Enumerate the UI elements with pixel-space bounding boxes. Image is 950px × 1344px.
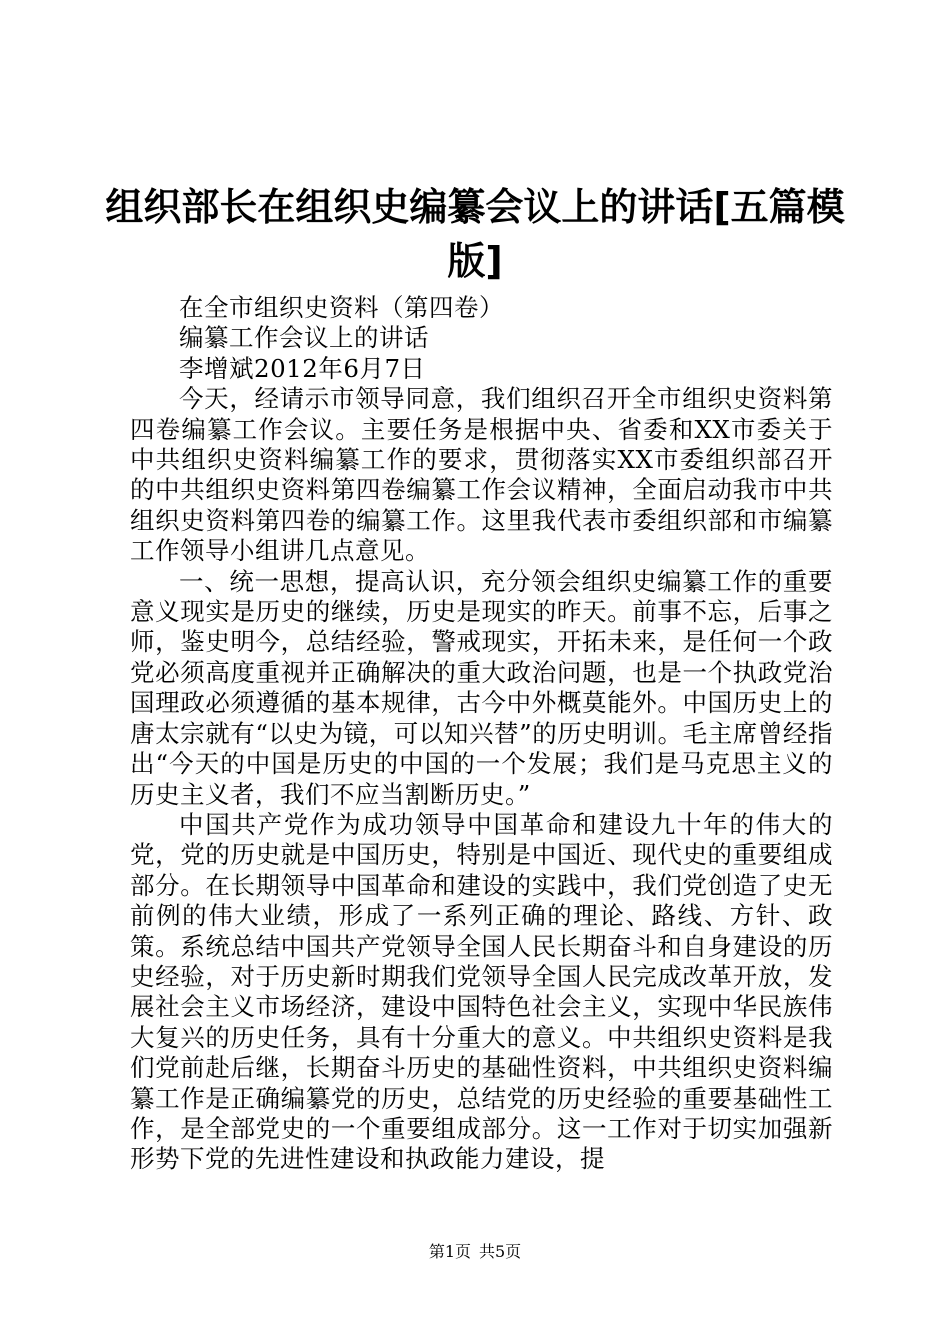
author-date-line: 李增斌2012年6月7日 xyxy=(179,353,426,383)
body-paragraph: 一、统一思想，提高认识，充分领会组织史编纂工作的重要意义现实是历史的继续，历史是现实的昨天。前事不忘，后事之师，鉴史明今，总结经验，警戒现实，开拓未来，是任何一个政党必须高度重视并正确解决的重大政治问题，也是一个执政党治国理政必须遵循的基本规律，古今中外概莫能外。中国历史上的唐太宗就有“以史为镜，可以知兴替”的历史明训。毛主席曾经指出“今天的中国是历史的中国的一个发展；我们是马克思主义的历史主义者，我们不应当割断历史。” xyxy=(130,566,833,809)
page-number: 第1页 xyxy=(428,1242,471,1261)
document-body xyxy=(130,293,833,1175)
page-footer xyxy=(0,1242,950,1262)
subtitle-line-1: 在全市组织史资料（第四卷） xyxy=(179,293,504,322)
document-title: 组织部长在组织史编纂会议上的讲话[五篇模版] xyxy=(105,185,845,283)
body-paragraph: 今天，经请示市领导同意，我们组织召开全市组织史资料第四卷编纂工作会议。主要任务是根据中央、省委和XX市委关于中共组织史资料编纂工作的要求，贯彻落实XX市委组织部召开的中共组织史资料第四卷编纂工作会议精神，全面启动我市中共组织史资料第四卷的编纂工作。这里我代表市委组织部和市编纂工作领导小组讲几点意见。 xyxy=(130,384,833,566)
page-total: 共5页 xyxy=(479,1242,522,1261)
body-paragraph: 中国共产党作为成功领导中国革命和建设九十年的伟大的党，党的历史就是中国历史，特别是中国近、现代史的重要组成部分。在长期领导中国革命和建设的实践中，我们党创造了史无前例的伟大业绩，形成了一系列正确的理论、路线、方针、政策。系统总结中国共产党领导全国人民长期奋斗和自身建设的历史经验，对于历史新时期我们党领导全国人民完成改革开放，发展社会主义市场经济，建设中国特色社会主义，实现中华民族伟大复兴的历史任务，具有十分重大的意义。中共组织史资料是我们党前赴后继，长期奋斗历史的基础性资料，中共组织史资料编纂工作是正确编纂党的历史，总结党的历史经验的重要基础性工作，是全部党史的一个重要组成部分。这一工作对于切实加强新形势下党的先进性建设和执政能力建设，提 xyxy=(130,809,833,1174)
subtitle-line-2: 编纂工作会议上的讲话 xyxy=(179,323,429,353)
